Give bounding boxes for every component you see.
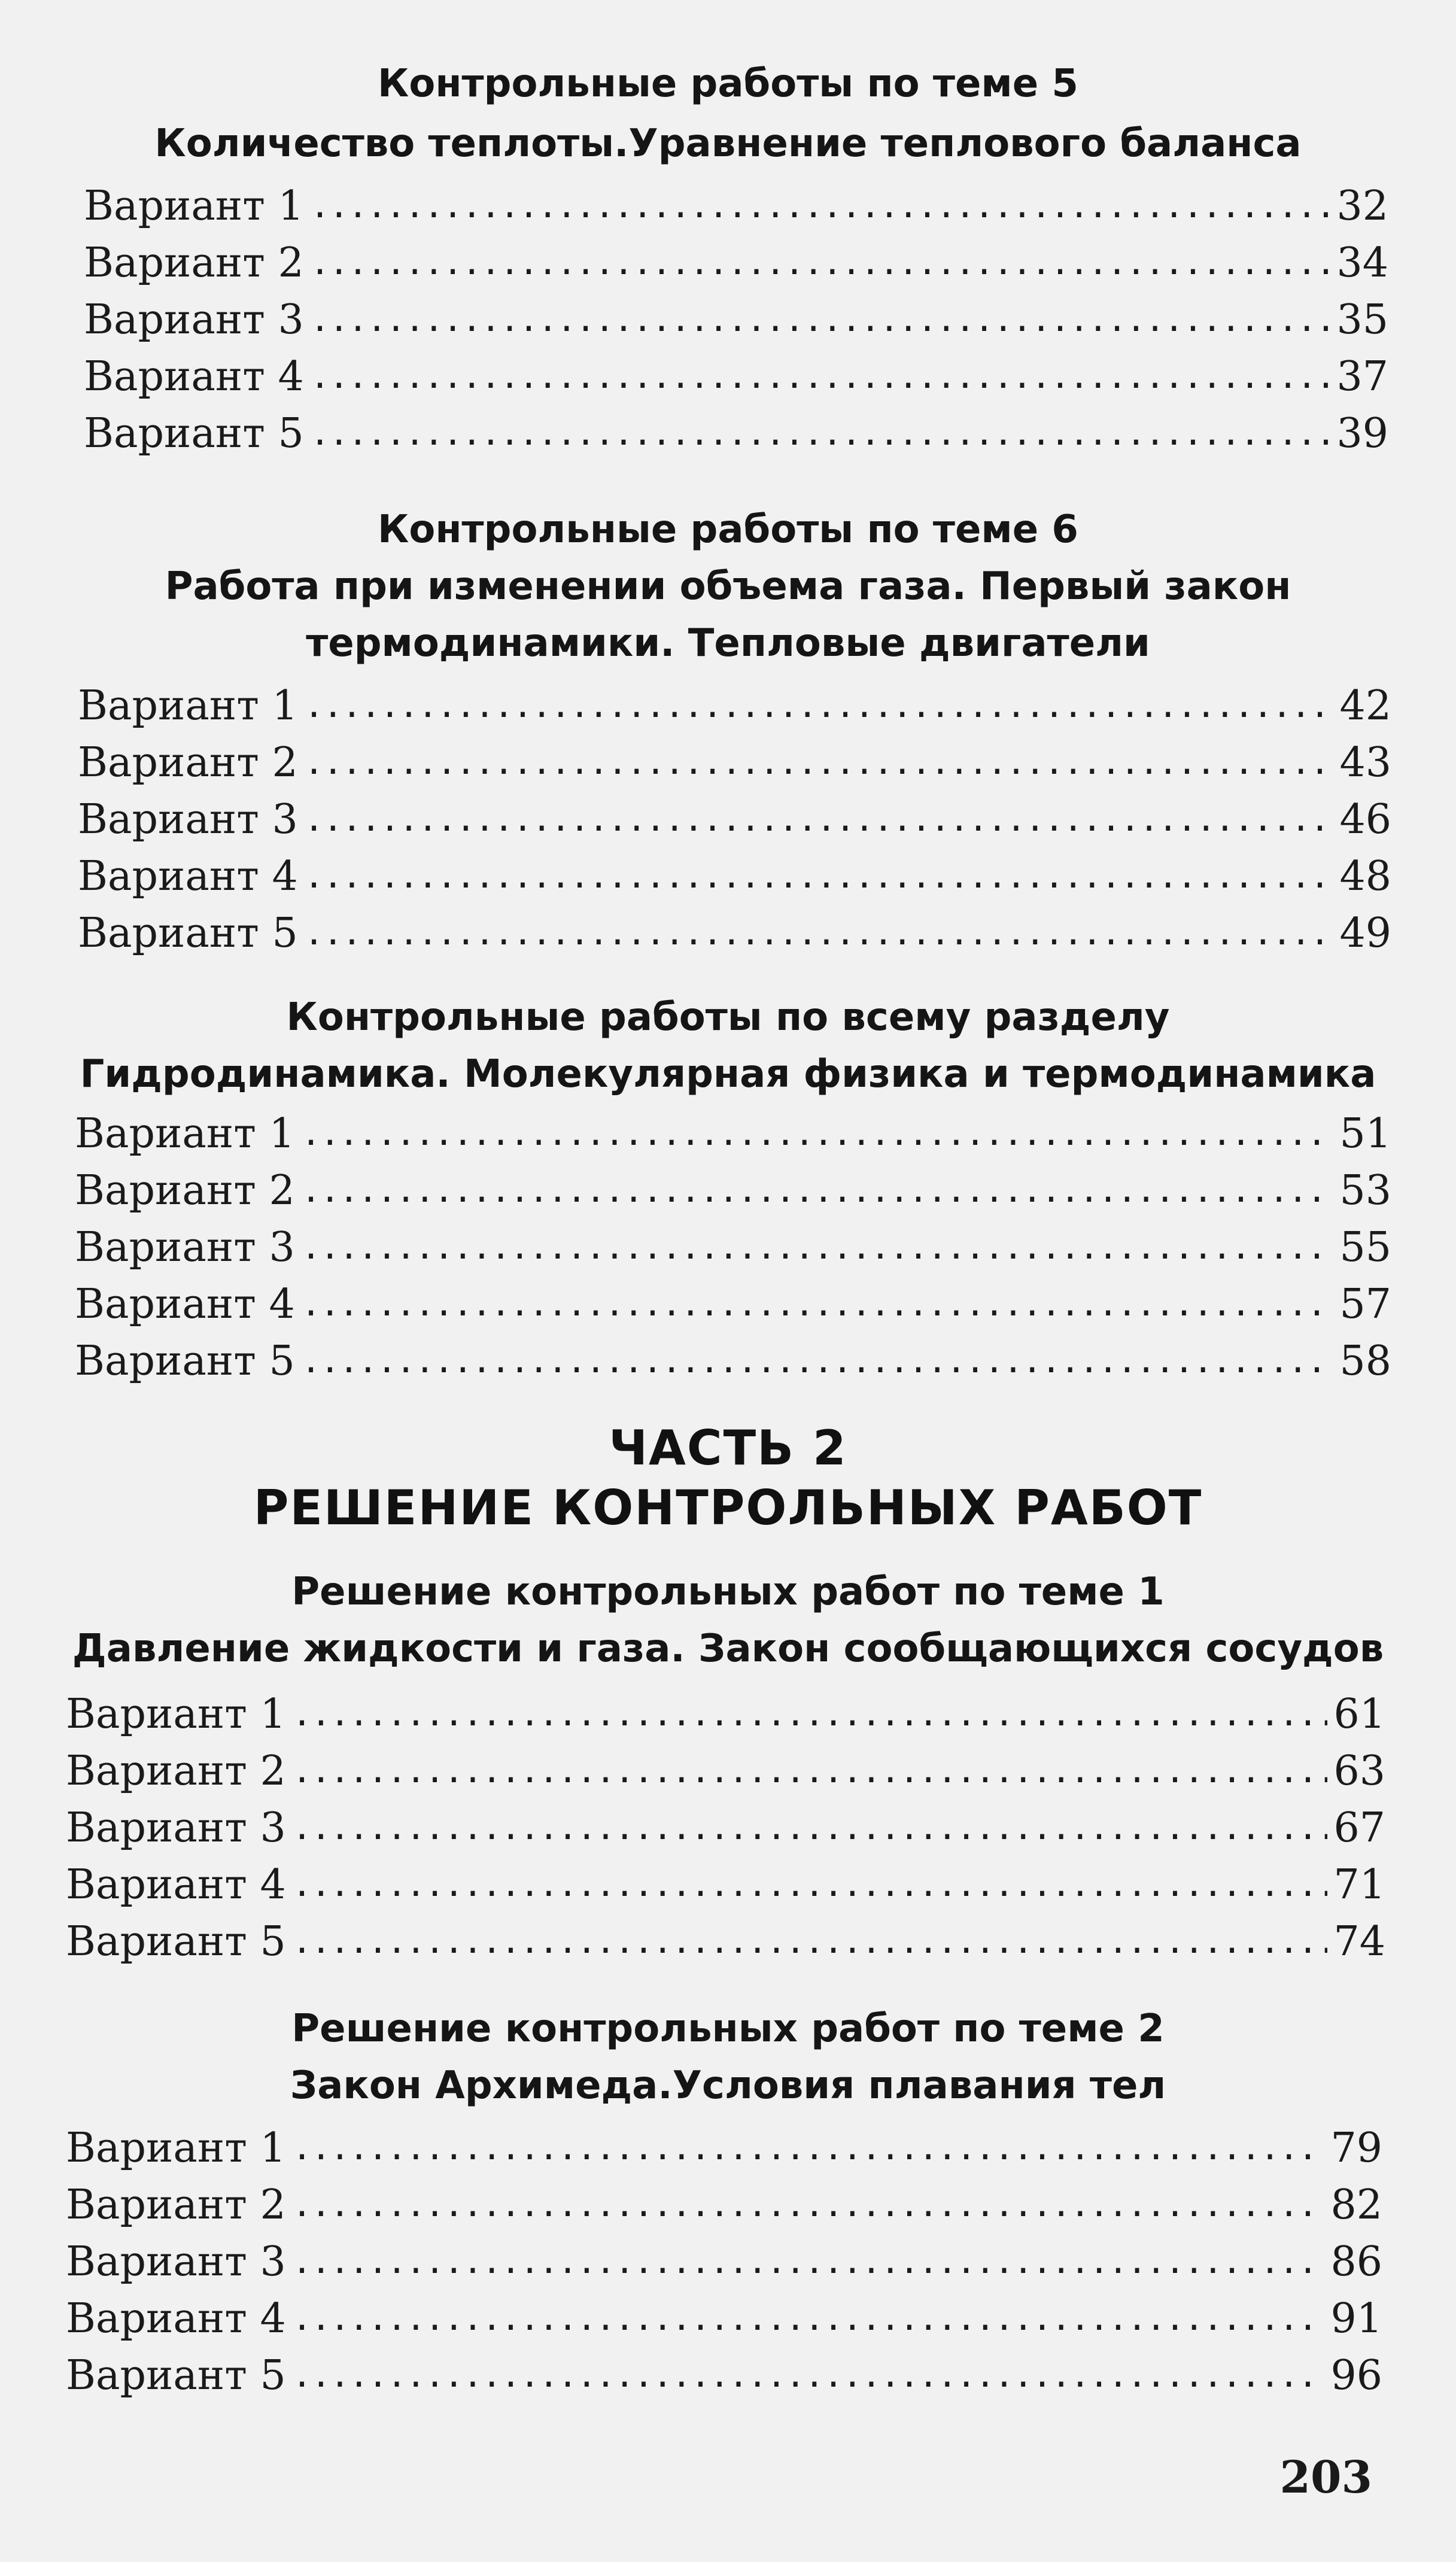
toc-entry[interactable]	[66, 1685, 1385, 1745]
toc-entry-label: Вариант 5	[84, 410, 304, 457]
toc-entry-page: 57	[1339, 1281, 1391, 1328]
toc-entry-page: 82	[1330, 2181, 1382, 2229]
toc-entry-page: 71	[1333, 1861, 1385, 1908]
section-2-heading-line-2: Работа при изменении объема газа. Первый закон	[165, 564, 1291, 609]
toc-entry-label: Вариант 1	[66, 1691, 286, 1738]
toc-entry-label: Вариант 4	[84, 353, 304, 400]
toc-entry[interactable]	[66, 2175, 1382, 2235]
section-1-heading-line-2: Количество теплоты.Уравнение теплового баланса	[154, 121, 1302, 166]
toc-entry-page: 35	[1336, 296, 1388, 344]
toc-entry[interactable]	[78, 847, 1391, 907]
toc-entry[interactable]	[75, 1161, 1391, 1221]
toc-entry[interactable]	[84, 233, 1388, 293]
dot-leader	[292, 1742, 1328, 1801]
toc-entry-page: 46	[1339, 796, 1391, 843]
section-3-heading-line-1: Контрольные работы по всему разделу	[286, 995, 1170, 1040]
toc-entry[interactable]	[66, 2289, 1382, 2349]
toc-entry-page: 39	[1336, 410, 1388, 457]
toc-entry-page: 32	[1336, 183, 1388, 230]
toc-entry[interactable]	[75, 1104, 1391, 1164]
toc-entry-label: Вариант 2	[78, 739, 298, 786]
toc-entry[interactable]	[75, 1218, 1391, 1278]
toc-entry-label: Вариант 3	[75, 1224, 295, 1271]
toc-entry-page: 53	[1339, 1167, 1391, 1214]
dot-leader	[292, 1912, 1328, 1972]
toc-entry-page: 49	[1339, 910, 1391, 957]
dot-leader	[304, 790, 1334, 850]
toc-entry-label: Вариант 5	[78, 910, 298, 957]
toc-entry[interactable]	[75, 1332, 1391, 1391]
toc-entry-label: Вариант 2	[66, 2181, 286, 2229]
section-5-heading-line-1: Решение контрольных работ по теме 2	[291, 2007, 1165, 2051]
dot-leader	[292, 1685, 1328, 1745]
toc-entry-label: Вариант 3	[66, 1804, 286, 1852]
dot-leader	[292, 2175, 1325, 2235]
toc-entry[interactable]	[66, 1798, 1385, 1858]
toc-entry[interactable]	[84, 404, 1388, 464]
toc-entry-page: 79	[1330, 2125, 1382, 2172]
toc-entry-page: 48	[1339, 853, 1391, 900]
dot-leader	[292, 1798, 1328, 1858]
dot-leader	[292, 2119, 1325, 2178]
toc-entry-label: Вариант 4	[66, 1861, 286, 1908]
dot-leader	[304, 904, 1334, 964]
dot-leader	[310, 290, 1331, 350]
toc-entry-label: Вариант 4	[78, 853, 298, 900]
toc-entry[interactable]	[66, 1912, 1385, 1972]
toc-entry-page: 42	[1339, 682, 1391, 730]
dot-leader	[310, 347, 1331, 407]
toc-entry-label: Вариант 2	[75, 1167, 295, 1214]
dot-leader	[301, 1275, 1334, 1335]
dot-leader	[292, 2289, 1325, 2349]
toc-entry-page: 74	[1333, 1918, 1385, 1965]
toc-entry[interactable]	[78, 790, 1391, 850]
toc-entry[interactable]	[78, 733, 1391, 793]
toc-entry[interactable]	[66, 2232, 1382, 2292]
toc-entry-label: Вариант 3	[66, 2238, 286, 2286]
dot-leader	[304, 676, 1334, 736]
toc-entry-page: 67	[1333, 1804, 1385, 1852]
dot-leader	[310, 177, 1331, 236]
toc-entry-page: 58	[1339, 1338, 1391, 1385]
toc-entry[interactable]	[84, 347, 1388, 407]
section-4-heading-line-1: Решение контрольных работ по теме 1	[291, 1570, 1165, 1614]
toc-entry[interactable]	[84, 290, 1388, 350]
toc-entry-page: 86	[1330, 2238, 1382, 2286]
toc-entry[interactable]	[66, 2119, 1382, 2178]
toc-entry-page: 96	[1330, 2352, 1382, 2399]
toc-entry-page: 61	[1333, 1691, 1385, 1738]
toc-entry-label: Вариант 1	[84, 183, 304, 230]
section-2-heading-line-3: термодинамики. Тепловые двигатели	[306, 621, 1150, 665]
toc-entry-label: Вариант 1	[78, 682, 298, 730]
toc-entry[interactable]	[84, 177, 1388, 236]
section-1-heading-line-1: Контрольные работы по теме 5	[378, 62, 1078, 106]
toc-entry-label: Вариант 5	[75, 1338, 295, 1385]
section-3-heading-line-2: Гидродинамика. Молекулярная физика и термодинамика	[80, 1052, 1376, 1096]
toc-entry-page: 91	[1330, 2295, 1382, 2342]
page-number: 203	[1279, 2452, 1372, 2503]
dot-leader	[301, 1104, 1334, 1164]
toc-entry-label: Вариант 3	[78, 796, 298, 843]
toc-entry[interactable]	[75, 1275, 1391, 1335]
toc-entry-label: Вариант 1	[66, 2125, 286, 2172]
toc-entry-label: Вариант 1	[75, 1110, 295, 1157]
part-title: ЧАСТЬ 2	[609, 1420, 847, 1476]
toc-entry-label: Вариант 4	[66, 2295, 286, 2342]
dot-leader	[310, 233, 1331, 293]
toc-entry-label: Вариант 4	[75, 1281, 295, 1328]
toc-entry-label: Вариант 3	[84, 296, 304, 344]
dot-leader	[292, 2232, 1325, 2292]
toc-entry[interactable]	[66, 2346, 1382, 2406]
toc-entry-page: 37	[1336, 353, 1388, 400]
toc-entry-label: Вариант 2	[66, 1747, 286, 1795]
section-2-heading-line-1: Контрольные работы по теме 6	[378, 507, 1078, 552]
dot-leader	[301, 1218, 1334, 1278]
toc-entry[interactable]	[78, 676, 1391, 736]
section-5-heading-line-2: Закон Архимеда.Условия плавания тел	[290, 2063, 1166, 2108]
toc-entry-label: Вариант 2	[84, 239, 304, 287]
toc-entry-page: 34	[1336, 239, 1388, 287]
toc-entry-page: 55	[1339, 1224, 1391, 1271]
dot-leader	[292, 2346, 1325, 2406]
toc-entry-page: 43	[1339, 739, 1391, 786]
toc-entry[interactable]	[66, 1855, 1385, 1915]
dot-leader	[301, 1161, 1334, 1221]
toc-entry-page: 63	[1333, 1747, 1385, 1795]
section-4-heading-line-2: Давление жидкости и газа. Закон сообщающихся сосудов	[72, 1627, 1384, 1671]
dot-leader	[304, 847, 1334, 907]
part-subtitle: РЕШЕНИЕ КОНТРОЛЬНЫХ РАБОТ	[253, 1480, 1203, 1536]
toc-entry-page: 51	[1339, 1110, 1391, 1157]
dot-leader	[292, 1855, 1328, 1915]
dot-leader	[301, 1332, 1334, 1391]
dot-leader	[310, 404, 1331, 464]
toc-entry-label: Вариант 5	[66, 1918, 286, 1965]
toc-entry[interactable]	[66, 1742, 1385, 1801]
toc-entry[interactable]	[78, 904, 1391, 964]
dot-leader	[304, 733, 1334, 793]
toc-entry-label: Вариант 5	[66, 2352, 286, 2399]
